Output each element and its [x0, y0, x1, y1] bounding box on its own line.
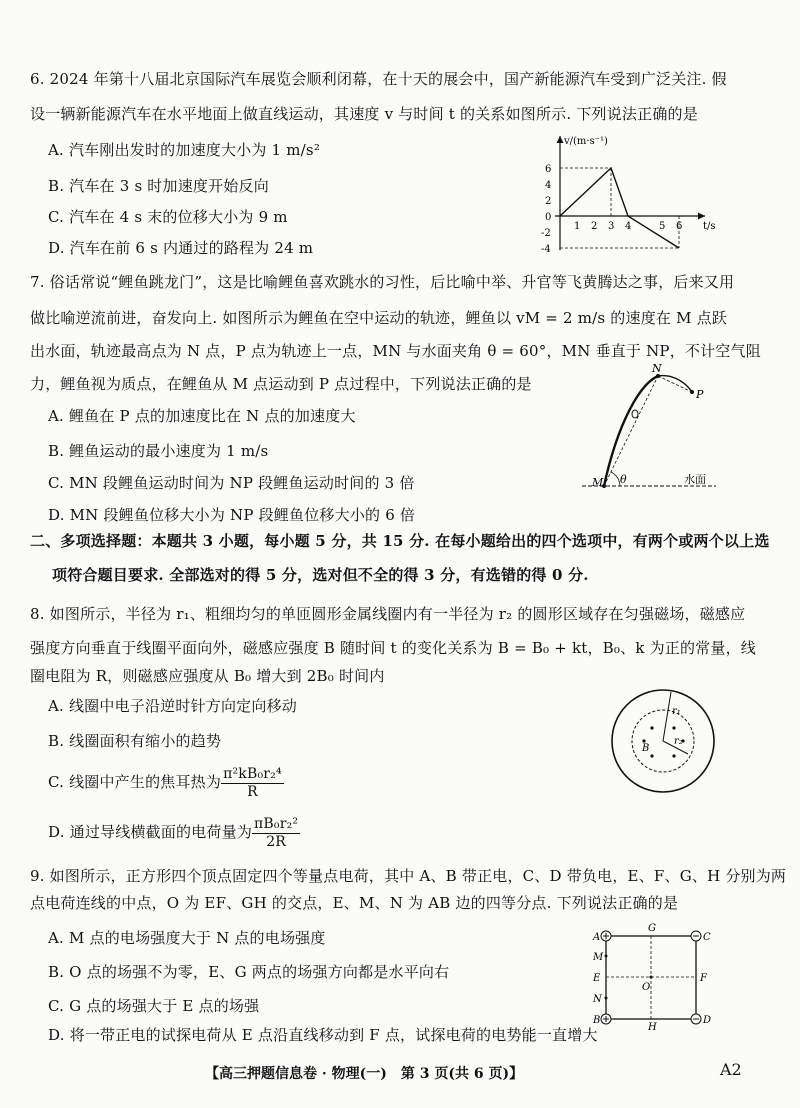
q7-stem-line4: 力，鲤鱼视为质点，在鲤鱼从 M 点运动到 P 点过程中，下列说法正确的是: [30, 375, 532, 393]
q8-option-c-text: C. 线圈中产生的焦耳热为: [48, 773, 222, 791]
q8-option-c-numerator: π²kB₀r₂⁴: [223, 765, 282, 782]
q8-field-dot: [672, 754, 675, 757]
q8-stem-line1: 8. 如图所示，半径为 r₁、粗细均匀的单匝圆形金属线圈内有一半径为 r₂ 的圆形区域存在匀强磁场，磁感应: [30, 605, 746, 623]
q9-label-d: D: [703, 1015, 712, 1026]
q6-option-a: A. 汽车刚出发时的加速度大小为 1 m/s²: [48, 141, 321, 159]
q8-r1-arrow: [663, 692, 671, 741]
q7-angle-arc: [611, 472, 620, 486]
q7-stem-line1: 7. 俗话常说“鲤鱼跳龙门”，这是比喻鲤鱼喜欢跳水的习性，后比喻中举、升官等飞黄腾达之事，后来又用: [30, 273, 735, 291]
q8-option-b: B. 线圈面积有缩小的趋势: [48, 732, 222, 750]
q6-xtick-6: 6: [676, 221, 683, 232]
q7-fish-mark: [632, 410, 638, 418]
q9-negative-charge-d: [691, 1014, 701, 1024]
q8-label-r2: r₂: [674, 736, 683, 747]
q9-positive-charge-b: [601, 1014, 611, 1024]
q8-field-dot: [650, 754, 653, 757]
q6-vt-graph: [525, 128, 725, 258]
q6-option-b: B. 汽车在 3 s 时加速度开始反向: [48, 177, 269, 195]
q6-x-label: t/s: [703, 221, 716, 232]
q6-xtick-3: 3: [608, 221, 615, 232]
q9-stem-line2: 点电荷连线的中点，O 为 EF、GH 的交点，E、M、N 为 AB 边的四等分点. 下列说法正确的是: [30, 894, 679, 912]
q6-xtick-5: 5: [659, 221, 666, 232]
q7-label-theta: θ: [620, 473, 627, 486]
q6-ytick-m2: -2: [541, 228, 551, 239]
q6-velocity-line: [560, 168, 679, 248]
q7-option-d: D. MN 段鲤鱼位移大小为 NP 段鲤鱼位移大小的 6 倍: [48, 506, 416, 524]
q8-option-a: A. 线圈中电子沿逆时针方向定向移动: [48, 697, 297, 715]
q9-charges-square-figure: [590, 920, 720, 1032]
section2-heading-line2: 项符合题目要求. 全部选对的得 5 分，选对但不全的得 3 分，有选错的得 0 分.: [52, 566, 589, 584]
paper-version-code: A2: [720, 1060, 742, 1079]
q9-stem-line1: 9. 如图所示，正方形四个顶点固定四个等量点电荷，其中 A、B 带正电，C、D 带负电，E、F、G、H 分别为两: [30, 867, 787, 885]
q9-option-a: A. M 点的电场强度大于 N 点的电场强度: [48, 929, 326, 947]
q8-option-d: [48, 812, 300, 852]
q9-label-m: M: [593, 952, 604, 963]
q7-option-a: A. 鲤鱼在 P 点的加速度比在 N 点的加速度大: [48, 407, 356, 425]
q9-point-m: [605, 955, 608, 958]
q7-point-p: [690, 390, 694, 394]
q9-option-d: D. 将一带正电的试探电荷从 E 点沿直线移动到 F 点，试探电荷的电势能一直增大: [48, 1026, 598, 1044]
q8-field-dot: [650, 726, 653, 729]
q9-option-b: B. O 点的场强不为零，E、G 两点的场强方向都是水平向右: [48, 963, 450, 981]
q9-label-n: N: [593, 994, 602, 1005]
q9-label-a: A: [593, 932, 601, 943]
q8-stem-line3: 圈电阻为 R，则磁感应强度从 B₀ 增大到 2B₀ 时间内: [30, 667, 385, 685]
q6-xtick-4: 4: [625, 221, 632, 232]
q9-option-c: C. G 点的场强大于 E 点的场强: [48, 997, 260, 1015]
q6-ytick-4: 4: [545, 180, 552, 191]
q8-option-c: [48, 762, 284, 802]
q8-label-r1: r₁: [672, 706, 681, 717]
q7-fish-trajectory-figure: [580, 362, 720, 492]
q8-coil-figure: [608, 686, 718, 796]
q6-option-c: C. 汽车在 4 s 末的位移大小为 9 m: [48, 208, 288, 226]
q8-stem-line2: 强度方向垂直于线圈平面向外，磁感应强度 B 随时间 t 的变化关系为 B = B₀ + kt，B₀、k 为正的常量，线: [30, 639, 756, 657]
q9-label-b: B: [593, 1015, 601, 1026]
q8-option-c-denominator: R: [247, 783, 258, 800]
q7-label-water: 水面: [684, 473, 706, 486]
q6-xtick-1: 1: [574, 221, 581, 232]
q7-stem-line3: 出水面，轨迹最高点为 N 点，P 点为轨迹上一点，MN 与水面夹角 θ = 60°，MN 垂直于 NP，不计空气阻: [30, 342, 761, 360]
q7-stem-line2: 做比喻逆流前进，奋发向上. 如图所示为鲤鱼在空中运动的轨迹，鲤鱼以 vM = 2 m/s 的速度在 M 点跃: [30, 309, 727, 327]
q7-label-p: P: [696, 388, 704, 401]
q6-stem-line1: 6. 2024 年第十八届北京国际汽车展览会顺利闭幕，在十天的展会中，国产新能源汽车受到广泛关注. 假: [30, 70, 727, 88]
q9-positive-charge-a: [601, 931, 611, 941]
q6-stem-line2: 设一辆新能源汽车在水平地面上做直线运动，其速度 v 与时间 t 的关系如图所示. 下列说法正确的是: [30, 105, 698, 123]
section2-heading-line1: 二、多项选择题：本题共 3 小题，每小题 5 分，共 15 分. 在每小题给出的四个选项中，有两个或两个以上选: [30, 532, 770, 550]
q9-label-h: H: [648, 1022, 657, 1032]
q8-label-b: B: [642, 743, 650, 754]
q6-y-label: v/(m·s⁻¹): [564, 136, 608, 147]
q9-label-o: O: [642, 982, 651, 993]
q8-option-d-numerator: πB₀r₂²: [254, 815, 299, 832]
q8-option-d-fraction: [252, 816, 300, 851]
q7-option-b: B. 鲤鱼运动的最小速度为 1 m/s: [48, 442, 269, 460]
q9-label-f: F: [700, 973, 707, 984]
q9-label-c: C: [703, 932, 711, 943]
q6-ytick-0: 0: [545, 212, 552, 223]
q9-label-g: G: [648, 923, 656, 934]
q7-label-m: M: [592, 476, 604, 489]
q6-xtick-2: 2: [591, 221, 598, 232]
q9-label-e: E: [593, 973, 601, 984]
q6-ytick-2: 2: [545, 196, 552, 207]
q8-field-dot: [672, 726, 675, 729]
q9-point-o: [650, 976, 653, 979]
q7-mn-segment: [604, 376, 658, 486]
q8-option-c-fraction: [221, 766, 284, 801]
q7-label-n: N: [652, 362, 662, 375]
page-footer: 【高三押题信息卷 · 物理(一) 第 3 页(共 6 页)】: [205, 1066, 524, 1082]
q7-option-c: C. MN 段鲤鱼运动时间为 NP 段鲤鱼运动时间的 3 倍: [48, 474, 415, 492]
q9-negative-charge-c: [691, 931, 701, 941]
q9-point-n: [605, 997, 608, 1000]
q6-ytick-6: 6: [545, 164, 552, 175]
q8-option-d-text: D. 通过导线横截面的电荷量为: [48, 823, 253, 841]
q6-option-d: D. 汽车在前 6 s 内通过的路程为 24 m: [48, 239, 314, 257]
q6-ytick-m4: -4: [541, 244, 551, 255]
q8-option-d-denominator: 2R: [266, 833, 287, 850]
